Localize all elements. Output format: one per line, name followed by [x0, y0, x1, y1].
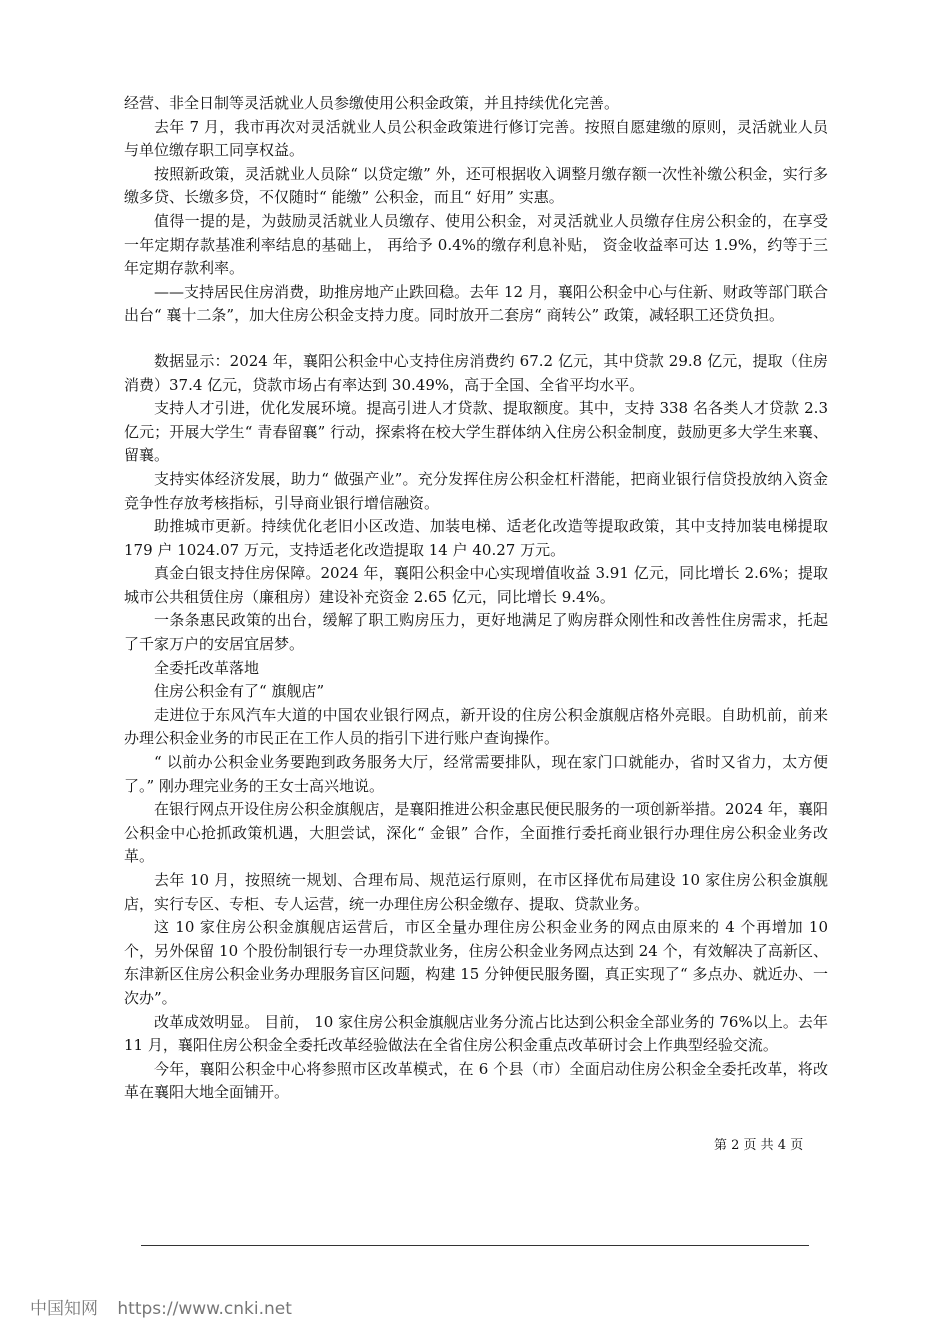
section-subheading: 住房公积金有了“ 旗舰店”	[154, 682, 325, 701]
paragraph: 按照新政策，灵活就业人员除“ 以贷定缴” 外，还可根据收入调整月缴存额一次性补缴公积金，实行多缴多贷、长缴多贷，不仅随时“ 能缴” 公积金，而且“ 好用” 实惠。	[124, 164, 828, 207]
paragraph: 去年 10 月，按照统一规划、合理布局、规范运行原则，在市区择优布局建设 10 家住房公积金旗舰店，实行专区、专柜、专人运营，统一办理住房公积金缴存、提取、贷款业务。	[124, 871, 828, 913]
paragraph: 经营、非全日制等灵活就业人员参缴使用公积金政策，并且持续优化完善。	[124, 94, 620, 112]
paragraph: 今年，襄阳公积金中心将参照市区改革模式，在 6 个县（市）全面启动住房公积金全委托改革，将改革在襄阳大地全面铺开。	[124, 1059, 828, 1102]
paragraph: 真金白银支持住房保障。2024 年，襄阳公积金中心实现增值收益 3.91 亿元，同比增长 2.6%；提取城市公共租赁住房（廉租房）建设补充资金 2.65 亿元，同比增长 9.4%。	[124, 564, 828, 606]
page-number: 第 2 页 共 4 页	[714, 1138, 804, 1153]
paragraph: “ 以前办公积金业务要跑到政务服务大厅，经常需要排队，现在家门口就能办，省时又省力，太方便了。” 刚办理完业务的王女士高兴地说。	[124, 753, 828, 795]
paragraph: 这 10 家住房公积金旗舰店运营后，市区全量办理住房公积金业务的网点由原来的 4 个再增加 10 个，另外保留 10 个股份制银行专一办理贷款业务，住房公积金业务网点达到 24 个，有效解决了高新区、东津新区住房公积金业务办理服务盲区问题，构建 15 分钟便民服务圈，真正实现了“ 多点办、就近办、一次办”。	[124, 918, 828, 1007]
site-name: 中国知网	[30, 1299, 98, 1319]
site-url-link[interactable]: https://www.cnki.net	[117, 1299, 292, 1319]
section-heading: 全委托改革落地	[154, 658, 260, 677]
paragraph: 在银行网点开设住房公积金旗舰店，是襄阳推进公积金惠民便民服务的一项创新举措。2024 年，襄阳公积金中心抢抓政策机遇，大胆尝试，深化“ 金银” 合作，全面推行委托商业银行办理住房公积金业务改革。	[124, 800, 828, 866]
footer	[30, 1294, 306, 1319]
paragraph: 走进位于东风汽车大道的中国农业银行网点，新开设的住房公积金旗舰店格外亮眼。自助机前，前来办理公积金业务的市民正在工作人员的指引下进行账户查询操作。	[124, 705, 828, 748]
paragraph: 助推城市更新。持续优化老旧小区改造、加装电梯、适老化改造等提取政策，其中支持加装电梯提取 179 户 1024.07 万元，支持适老化改造提取 14 户 40.27 万元。	[124, 517, 828, 559]
paragraph: 去年 7 月，我市再次对灵活就业人员公积金政策进行修订完善。按照自愿建缴的原则，灵活就业人员与单位缴存职工同享权益。	[124, 117, 828, 160]
paragraph: ——支持居民住房消费，助推房地产止跌回稳。去年 12 月，襄阳公积金中心与住新、财政等部门联合出台“ 襄十二条”，加大住房公积金支持力度。同时放开二套房“ 商转公” 政策，减轻职工还贷负担。	[124, 282, 828, 325]
paragraph: 改革成效明显。 目前， 10 家住房公积金旗舰店业务分流占比达到公积金全部业务的 76%以上。去年 11 月，襄阳住房公积金全委托改革经验做法在全省住房公积金重点改革研讨会上作典型经验交流。	[124, 1012, 828, 1055]
footer-divider	[141, 1245, 809, 1246]
document-body	[124, 92, 828, 1105]
paragraph: 支持实体经济发展，助力“ 做强产业”。充分发挥住房公积金杠杆潜能，把商业银行信贷投放纳入资金竞争性存放考核指标，引导商业银行增信融资。	[124, 469, 828, 512]
paragraph: 一条条惠民政策的出台，缓解了职工购房压力，更好地满足了购房群众刚性和改善性住房需求，托起了千家万户的安居宜居梦。	[124, 611, 828, 654]
paragraph: 值得一提的是，为鼓励灵活就业人员缴存、使用公积金，对灵活就业人员缴存住房公积金的，在享受一年定期存款基准利率结息的基础上， 再给予 0.4%的缴存利息补贴， 资金收益率可达 1.9%，约等于三年定期存款利率。	[124, 211, 828, 278]
paragraph: 数据显示：2024 年，襄阳公积金中心支持住房消费约 67.2 亿元，其中贷款 29.8 亿元，提取（住房消费）37.4 亿元，贷款市场占有率达到 30.49%，高于全国、全省平均水平。	[124, 351, 828, 394]
paragraph: 支持人才引进，优化发展环境。提高引进人才贷款、提取额度。其中，支持 338 名各类人才贷款 2.3 亿元；开展大学生“ 青春留襄” 行动，探索将在校大学生群体纳入住房公积金制度，鼓励更多大学生来襄、留襄。	[124, 399, 828, 465]
paragraph-spacer	[124, 328, 828, 350]
